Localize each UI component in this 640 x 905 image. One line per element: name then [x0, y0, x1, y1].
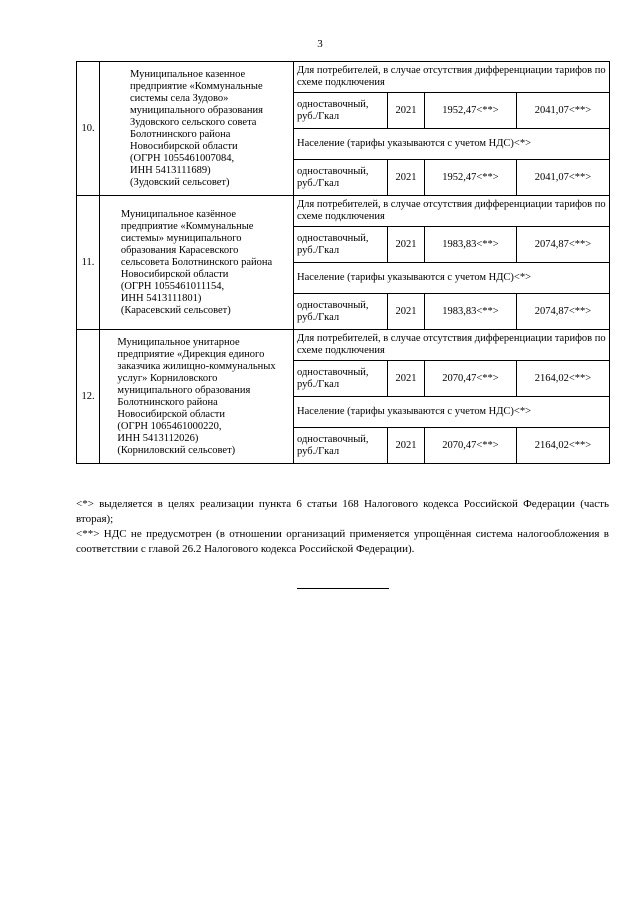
row-number: 10.	[77, 62, 100, 196]
organization-line: муниципального образования	[130, 104, 263, 116]
organization-line: заказчика жилищно-коммунальных	[117, 360, 276, 372]
organization-line: (Карасевский сельсовет)	[120, 304, 231, 316]
tariff-year: 2021	[388, 227, 425, 263]
tariff-second-half: 2074,87<**>	[517, 227, 610, 263]
organization-line: Муниципальное казённое	[120, 208, 236, 220]
tariff-second-half: 2164,02<**>	[517, 361, 610, 397]
tariff-first-half: 2070,47<**>	[425, 361, 517, 397]
organization-cell	[100, 62, 294, 196]
tariff-year: 2021	[388, 294, 425, 330]
consumer-group-label: Для потребителей, в случае отсутствия дифференциации тарифов по схеме подключения	[294, 62, 610, 93]
organization-cell	[100, 330, 294, 464]
rate-type: одноставочный, руб./Гкал	[294, 160, 388, 196]
table-row	[77, 196, 610, 227]
organization-line: Муниципальное унитарное	[117, 336, 240, 348]
organization-name	[130, 69, 263, 189]
tariff-year: 2021	[388, 160, 425, 196]
row-number: 11.	[77, 196, 100, 330]
organization-line: предприятие «Коммунальные	[120, 220, 254, 232]
organization-line: ИНН 5413111801)	[120, 292, 202, 304]
rate-type: одноставочный, руб./Гкал	[294, 294, 388, 330]
organization-line: (Корниловский сельсовет)	[117, 444, 236, 456]
tariff-year: 2021	[388, 428, 425, 464]
page-number: 3	[317, 38, 323, 50]
organization-line: Новосибирской области	[117, 408, 225, 420]
organization-line: системы» муниципального	[120, 232, 242, 244]
organization-line: Новосибирской области	[120, 268, 229, 280]
tariff-year: 2021	[388, 361, 425, 397]
tariff-second-half: 2074,87<**>	[517, 294, 610, 330]
organization-line: ИНН 5413111689)	[130, 164, 211, 176]
consumer-group-label: Для потребителей, в случае отсутствия дифференциации тарифов по схеме подключения	[294, 196, 610, 227]
tariff-first-half: 2070,47<**>	[425, 428, 517, 464]
rate-type: одноставочный, руб./Гкал	[294, 361, 388, 397]
organization-line: Зудовского сельского совета	[130, 116, 257, 128]
organization-line: образования Карасевского	[120, 244, 239, 256]
organization-line: сельсовета Болотнинского района	[120, 256, 273, 268]
footnote-no-vat: <**> НДС не предусмотрен (в отношении организаций применяется упрощённая система налогообложения в соответствии с главой 26.2 Налогового кодекса Российской Федерации).	[76, 528, 609, 555]
organization-name	[121, 209, 272, 317]
row-number: 12.	[77, 330, 100, 464]
consumer-group-label: Население (тарифы указываются с учетом НДС)<*>	[294, 129, 610, 160]
organization-line: предприятие «Коммунальные	[130, 80, 263, 92]
organization-line: Муниципальное казенное	[130, 68, 246, 80]
tariff-first-half: 1983,83<**>	[425, 227, 517, 263]
tariff-second-half: 2041,07<**>	[517, 93, 610, 129]
organization-line: Болотнинского района	[130, 128, 231, 140]
organization-line: (ОГРН 1065461000220,	[117, 420, 222, 432]
tariff-second-half: 2164,02<**>	[517, 428, 610, 464]
footnote-vat: <*> выделяется в целях реализации пункта 6 статьи 168 Налогового кодекса Российской Федерации (часть вторая);	[76, 498, 609, 525]
consumer-group-label: Для потребителей, в случае отсутствия дифференциации тарифов по схеме подключения	[294, 330, 610, 361]
organization-cell	[100, 196, 294, 330]
footnotes	[76, 497, 609, 557]
organization-line: Болотнинского района	[117, 396, 218, 408]
organization-name	[117, 337, 275, 457]
tariff-first-half: 1952,47<**>	[425, 93, 517, 129]
consumer-group-label: Население (тарифы указываются с учетом НДС)<*>	[294, 397, 610, 428]
organization-line: предприятие «Дирекция единого	[117, 348, 265, 360]
organization-line: системы села Зудово»	[130, 92, 229, 104]
organization-line: Новосибирской области	[130, 140, 238, 152]
table-row	[77, 330, 610, 361]
organization-line: услуг» Корниловского	[117, 372, 218, 384]
rate-type: одноставочный, руб./Гкал	[294, 227, 388, 263]
consumer-group-label: Население (тарифы указываются с учетом НДС)<*>	[294, 263, 610, 294]
organization-line: (ОГРН 1055461007084,	[130, 152, 235, 164]
tariff-year: 2021	[388, 93, 425, 129]
tariff-second-half: 2041,07<**>	[517, 160, 610, 196]
rate-type: одноставочный, руб./Гкал	[294, 93, 388, 129]
end-of-document-rule	[297, 588, 389, 589]
organization-line: муниципального образования	[117, 384, 251, 396]
organization-line: (ОГРН 1055461011154,	[120, 280, 225, 292]
tariff-table	[76, 61, 610, 464]
table-row	[77, 62, 610, 93]
tariff-first-half: 1983,83<**>	[425, 294, 517, 330]
organization-line: (Зудовский сельсовет)	[130, 176, 230, 188]
tariff-first-half: 1952,47<**>	[425, 160, 517, 196]
organization-line: ИНН 5413112026)	[117, 432, 199, 444]
rate-type: одноставочный, руб./Гкал	[294, 428, 388, 464]
